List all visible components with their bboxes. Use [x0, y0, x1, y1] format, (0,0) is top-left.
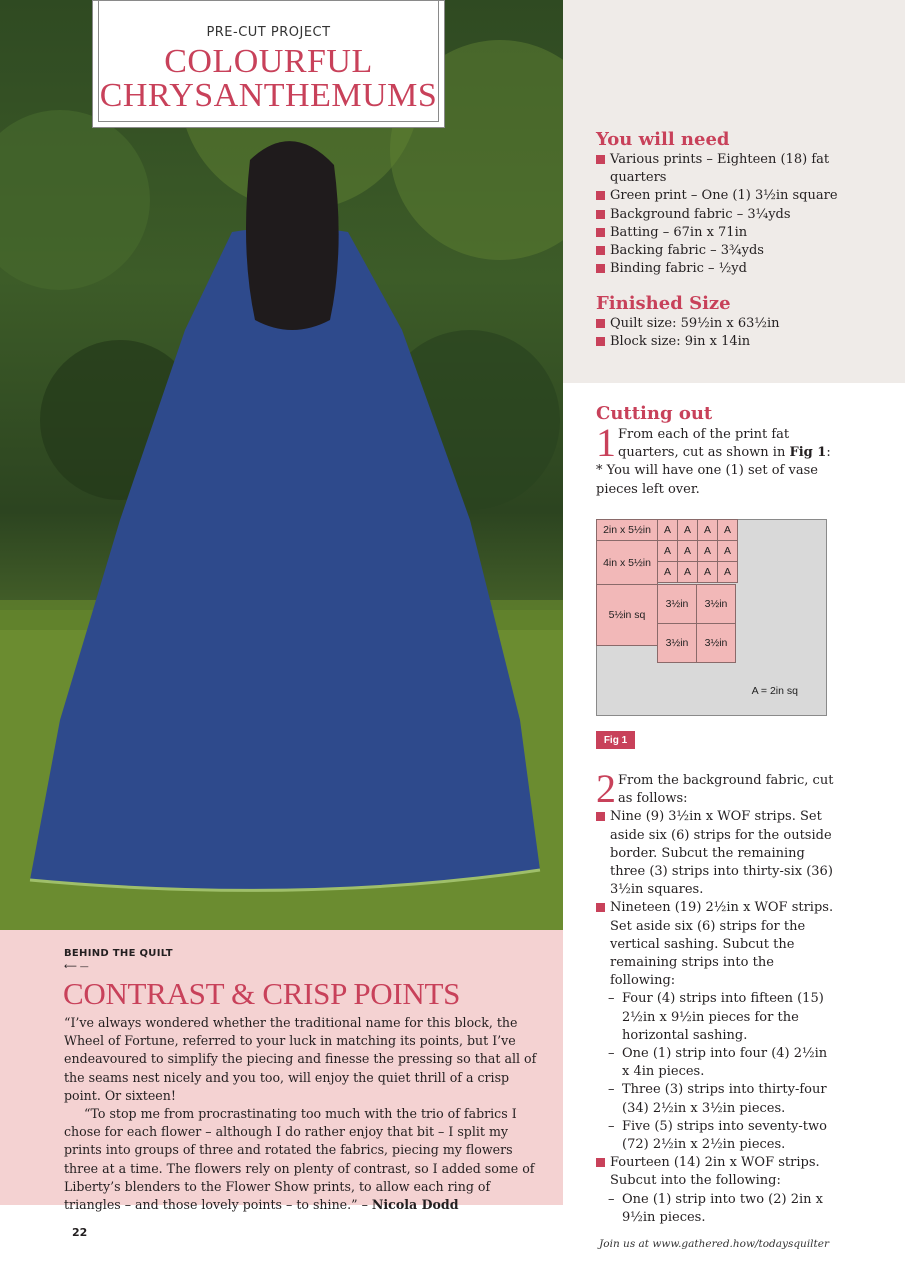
bullet-square-icon [596, 319, 605, 328]
behind-paragraph-2 [64, 1105, 544, 1214]
behind-paragraph: “I’ve always wondered whether the traditional name for this block, the Wheel of Fortune, referred to your luck in matching its points, but I’ve endeavoured to simplify the piecing and finesse the pressing so that all of the seams nest nicely and you too, will enjoy the quiet thrill of a crisp point. Or sixteen! [64, 1015, 537, 1103]
cut-item [596, 899, 836, 1154]
a-square-cell: A [697, 519, 718, 541]
sub-cut-text: One (1) strip into two (2) 2in x 9½in pieces. [622, 1191, 823, 1225]
quilt-illustration [0, 0, 563, 930]
sub-cut-item [596, 990, 836, 1045]
sub-cut-text: One (1) strip into four (4) 2½in x 4in pieces. [622, 1046, 828, 1080]
bullet-square-icon [596, 246, 605, 255]
step-2-section [596, 766, 836, 1227]
step-1-colon: : [826, 445, 831, 461]
page-number: 22 [72, 1226, 88, 1239]
cutting-diagram [596, 519, 827, 716]
section-label: BEHIND THE QUILT [64, 948, 173, 959]
a-square-cell: A [657, 540, 678, 562]
list-item-text: Nine (9) 3½in x WOF strips. Set aside six (6) strips for the outside border. Subcut the remaining three (3) strips into thirty-six (36) 3½in squares. [610, 809, 833, 898]
list-item-text: Quilt size: 59½in x 63½in [610, 316, 780, 331]
sub-cut-list [596, 990, 836, 1154]
cutting-heading: Cutting out [596, 403, 713, 424]
bullet-square-icon [596, 903, 605, 912]
square-5: 5½in sq [596, 584, 658, 646]
fig-reference: Fig 1 [789, 445, 827, 461]
square-3-cell: 3½in [657, 584, 697, 624]
cut-item [596, 1154, 836, 1227]
sub-cut-list [596, 1191, 836, 1227]
size-item [596, 315, 886, 333]
list-item-text: Nineteen (19) 2½in x WOF strips. Set aside six (6) strips for the vertical sashing. Subcut the remaining strips into the following: [610, 900, 834, 989]
a-square-cell: A [677, 540, 698, 562]
quilt-photo [0, 0, 563, 930]
title-line-1: COLOURFUL [164, 43, 373, 80]
step-2 [596, 766, 836, 811]
a-square-cell: A [677, 561, 698, 583]
requirement-item [596, 187, 886, 205]
sub-cut-item [596, 1118, 836, 1154]
strip-2x5: 2in x 5½in [596, 519, 658, 541]
list-item-text: Block size: 9in x 14in [610, 334, 751, 350]
step-number: 2 [596, 766, 616, 811]
cutting-section [596, 403, 836, 499]
finished-size-heading: Finished Size [596, 293, 731, 314]
requirement-item [596, 242, 886, 260]
kicker: PRE-CUT PROJECT [206, 25, 331, 40]
page-title [93, 45, 444, 113]
list-item-text: Green print – One (1) 3½in square [610, 188, 838, 204]
fig-note: A = 2in sq [751, 685, 798, 697]
square-3-cell: 3½in [696, 584, 736, 624]
a-square-cell: A [657, 561, 678, 583]
list-item-text: Backing fabric – 3¾yds [610, 243, 764, 259]
sub-cut-text: Four (4) strips into fifteen (15) 2½in x 9½in pieces for the horizontal sashing. [622, 991, 824, 1043]
step-1 [596, 420, 836, 499]
step-2-text: From the background fabric, cut as follows: [618, 773, 834, 807]
behind-body [64, 1014, 544, 1214]
behind-the-quilt-panel [0, 930, 563, 1213]
behind-paragraph-text: “To stop me from procrastinating too much with the trio of fabrics I chose for each flower – although I do rather enjoy that bit – I split my prints into groups of three and rotated the fabrics, piecing my flowers three at a time. The flowers rely on plenty of contrast, so I added some of Liberty’s blenders to the Flower Show prints, to allow each ring of triangles – and those lovely points – to shine.” – [64, 1106, 535, 1213]
bullet-square-icon [596, 264, 605, 273]
bullet-square-icon [596, 1158, 605, 1167]
a-square-cell: A [677, 519, 698, 541]
fig-label: Fig 1 [596, 731, 635, 749]
bullet-square-icon [596, 155, 605, 164]
list-item-text: Fourteen (14) 2in x WOF strips. Subcut into the following: [610, 1155, 820, 1189]
a-square-cell: A [657, 519, 678, 541]
dash-icon: – [608, 1082, 615, 1098]
step-2-list [596, 808, 836, 1227]
dash-icon: – [608, 991, 615, 1007]
a-square-cell: A [717, 519, 738, 541]
sub-cut-item [596, 1045, 836, 1081]
title-line-2: CHRYSANTHEMUMS [99, 77, 438, 114]
step-number: 1 [596, 420, 616, 465]
size-item [596, 333, 886, 351]
arrow-icon: ⟵ — [64, 962, 89, 972]
requirement-item [596, 206, 886, 224]
sub-cut-item [596, 1081, 836, 1117]
requirement-item [596, 151, 886, 187]
sub-cut-item [596, 1191, 836, 1227]
dash-icon: – [608, 1191, 615, 1207]
title-box [92, 0, 445, 128]
you-will-need-section [596, 129, 886, 278]
bullet-square-icon [596, 210, 605, 219]
footer-text: Join us at www.gathered.how/todaysquilter [599, 1238, 829, 1250]
a-square-cell: A [697, 540, 718, 562]
you-will-need-heading: You will need [596, 129, 730, 150]
requirement-item [596, 224, 886, 242]
a-square-cell: A [717, 561, 738, 583]
a-square-cell: A [717, 540, 738, 562]
step-1-note: * You will have one (1) set of vase pieces left over. [596, 463, 818, 497]
list-item-text: Various prints – Eighteen (18) fat quarters [610, 152, 830, 186]
sub-cut-text: Three (3) strips into thirty-four (34) 2½in x 3½in pieces. [622, 1082, 827, 1116]
bullet-square-icon [596, 228, 605, 237]
strip-4x5: 4in x 5½in [596, 540, 658, 585]
you-will-need-list [596, 151, 886, 278]
list-item-text: Background fabric – 3¼yds [610, 206, 791, 222]
bullet-square-icon [596, 337, 605, 346]
square-3-cell: 3½in [657, 623, 697, 663]
finished-size-list [596, 315, 886, 351]
list-item-text: Batting – 67in x 71in [610, 224, 748, 240]
bullet-square-icon [596, 191, 605, 200]
square-3-cell: 3½in [696, 623, 736, 663]
dash-icon: – [608, 1046, 615, 1062]
sub-cut-text: Five (5) strips into seventy-two (72) 2½in x 2½in pieces. [622, 1118, 827, 1153]
cut-item [596, 808, 836, 899]
behind-headline: CONTRAST & CRISP POINTS [63, 976, 461, 1011]
author-name: Nicola Dodd [371, 1197, 459, 1213]
bullet-square-icon [596, 812, 605, 821]
list-item-text: Binding fabric – ½yd [610, 261, 747, 277]
requirement-item [596, 260, 886, 278]
a-square-cell: A [697, 561, 718, 583]
finished-size-section [596, 293, 886, 351]
dash-icon: – [608, 1118, 615, 1134]
step-1-text: From each of the print fat quarters, cut as shown in [618, 427, 790, 461]
